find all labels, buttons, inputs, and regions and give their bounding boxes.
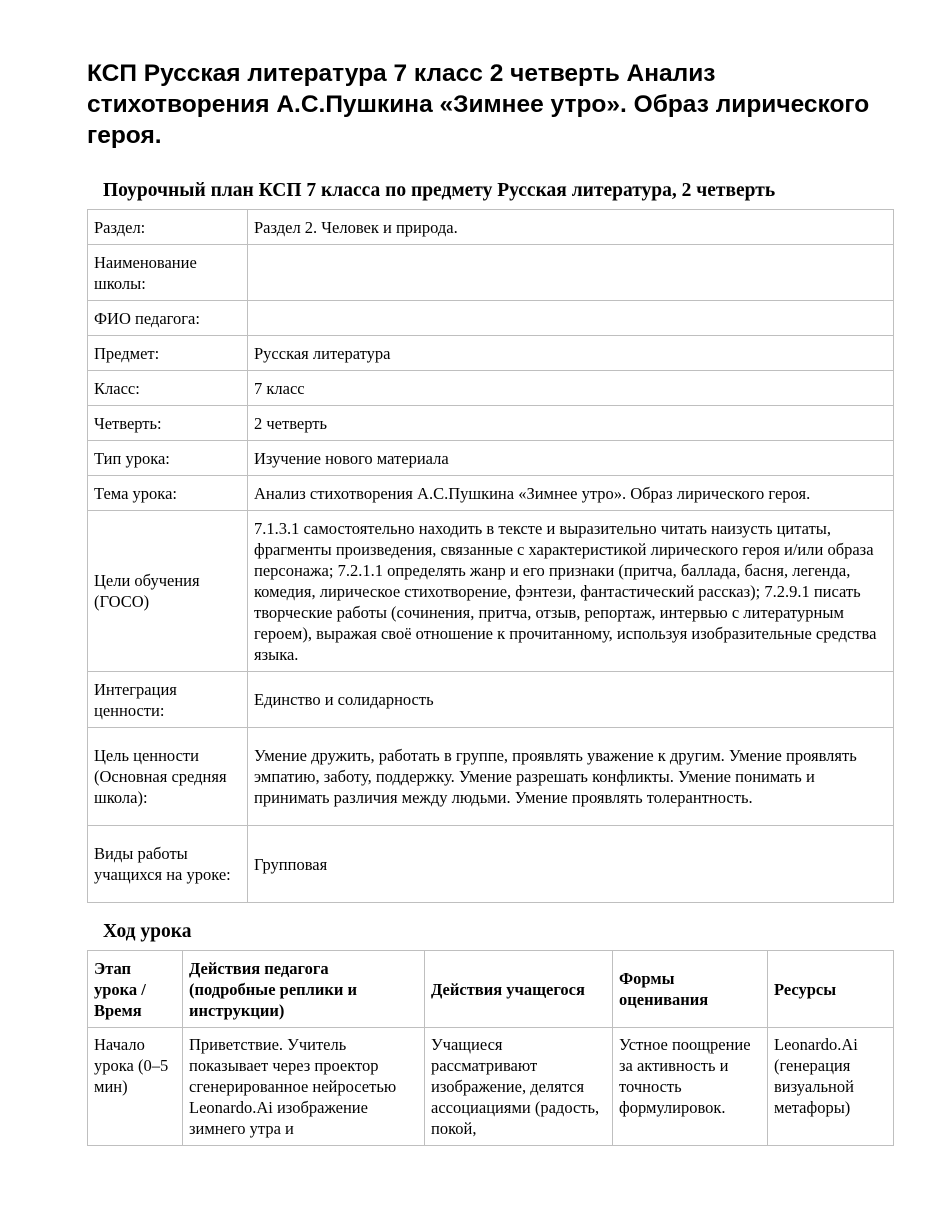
row-value: Анализ стихотворения А.С.Пушкина «Зимнее утро». Образ лирического героя. bbox=[248, 476, 894, 511]
row-label: Предмет: bbox=[88, 336, 248, 371]
row-label: Цель ценности (Основная средняя школа): bbox=[88, 728, 248, 826]
row-label: Раздел: bbox=[88, 210, 248, 245]
table-row bbox=[88, 672, 894, 728]
row-value: 2 четверть bbox=[248, 406, 894, 441]
cell-student-actions: Учащиеся рассматривают изображение, делятся ассоциациями (радость, покой, bbox=[425, 1028, 613, 1146]
table-row bbox=[88, 336, 894, 371]
row-label: Виды работы учащихся на уроке: bbox=[88, 826, 248, 903]
cell-stage: Начало урока (0–5 мин) bbox=[88, 1028, 183, 1146]
table-row bbox=[88, 511, 894, 672]
lesson-flow-heading: Ход урока bbox=[103, 921, 192, 942]
table-row bbox=[88, 371, 894, 406]
row-value: 7.1.3.1 самостоятельно находить в тексте и выразительно читать наизусть цитаты, фрагменты произведения, связанные с характеристикой лирического героя и/или образа персонажа; 7.2.1.1 определять жанр и его признаки (притча, баллада, басня, легенда, комедия, лирическое стихотворение, фэнтези, фантастический рассказ); 7.2.9.1 писать творческие работы (сочинения, притча, отзыв, репортаж, интервью с литературным героем), выражая своё отношение к прочитанному, используя изобразительные средства языка. bbox=[248, 511, 894, 672]
lesson-info-table bbox=[87, 209, 894, 903]
row-value: Групповая bbox=[248, 826, 894, 903]
row-label: Цели обучения (ГОСО) bbox=[88, 511, 248, 672]
row-label: Тема урока: bbox=[88, 476, 248, 511]
table-row bbox=[88, 728, 894, 826]
row-value: Раздел 2. Человек и природа. bbox=[248, 210, 894, 245]
row-value: Умение дружить, работать в группе, проявлять уважение к другим. Умение проявлять эмпатию, заботу, поддержку. Умение разрешать конфликты. Умение понимать и принимать различия между людьми. Умение проявлять толерантность. bbox=[248, 728, 894, 826]
row-label: Четверть: bbox=[88, 406, 248, 441]
cell-assessment: Устное поощрение за активность и точность формулировок. bbox=[613, 1028, 768, 1146]
table-row bbox=[88, 210, 894, 245]
document-page bbox=[87, 58, 893, 1146]
column-header-assessment: Формы оценивания bbox=[613, 951, 768, 1028]
row-value bbox=[248, 301, 894, 336]
table-row bbox=[88, 826, 894, 903]
column-header-stage: Этап урока / Время bbox=[88, 951, 183, 1028]
row-value: Единство и солидарность bbox=[248, 672, 894, 728]
table-row bbox=[88, 1028, 894, 1146]
row-label: Тип урока: bbox=[88, 441, 248, 476]
cell-resources: Leonardo.Ai (генерация визуальной метафоры) bbox=[768, 1028, 894, 1146]
table-row bbox=[88, 476, 894, 511]
table-row bbox=[88, 301, 894, 336]
document-title: КСП Русская литература 7 класс 2 четверть Анализ стихотворения А.С.Пушкина «Зимнее утро». Образ лирического героя. bbox=[87, 60, 870, 149]
plan-heading: Поурочный план КСП 7 класса по предмету Русская литература, 2 четверть bbox=[103, 180, 776, 201]
table-row bbox=[88, 406, 894, 441]
lesson-flow-table bbox=[87, 950, 894, 1146]
table-row bbox=[88, 441, 894, 476]
cell-teacher-actions: Приветствие. Учитель показывает через проектор сгенерированное нейросетью Leonardo.Ai изображение зимнего утра и bbox=[183, 1028, 425, 1146]
row-value: 7 класс bbox=[248, 371, 894, 406]
row-label: Интеграция ценности: bbox=[88, 672, 248, 728]
row-label: ФИО педагога: bbox=[88, 301, 248, 336]
row-value: Русская литература bbox=[248, 336, 894, 371]
row-label: Наименование школы: bbox=[88, 245, 248, 301]
row-value: Изучение нового материала bbox=[248, 441, 894, 476]
column-header-teacher-actions: Действия педагога (подробные реплики и инструкции) bbox=[183, 951, 425, 1028]
row-value bbox=[248, 245, 894, 301]
table-row bbox=[88, 245, 894, 301]
column-header-student-actions: Действия учащегося bbox=[425, 951, 613, 1028]
row-label: Класс: bbox=[88, 371, 248, 406]
column-header-resources: Ресурсы bbox=[768, 951, 894, 1028]
table-header-row bbox=[88, 951, 894, 1028]
